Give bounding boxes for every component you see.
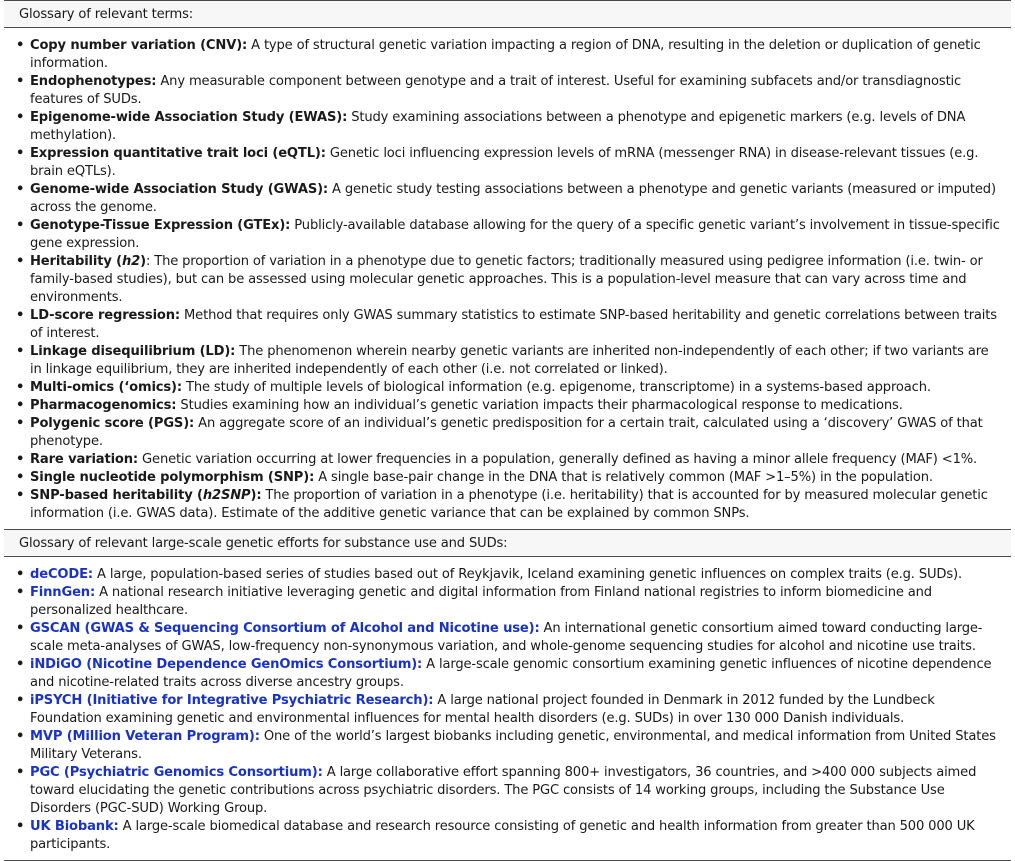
term-symbol: h2SNP (202, 488, 251, 503)
term-term: Linkage disequilibrium (LD): (30, 344, 236, 359)
term-item (4, 415, 1011, 451)
effort-definition: A large national project founded in Denmark in 2012 funded by the Lundbeck Foundation examining genetic and environmental influences for mental health disorders (e.g. SUDs) in over 130 000 Danish individuals. (30, 693, 935, 726)
bullet-icon: • (16, 254, 25, 269)
effort-item (4, 764, 1011, 818)
effort-term[interactable]: GSCAN (GWAS & Sequencing Consortium of Alcohol and Nicotine use): (30, 621, 540, 636)
glossary-page (4, 0, 1011, 857)
effort-term[interactable]: FinnGen: (30, 585, 96, 600)
term-item (4, 253, 1011, 307)
term-definition: An aggregate score of an individual’s genetic predisposition for a certain trait, calculated using a ‘discovery’ GWAS of that phenotype. (30, 416, 983, 449)
term-definition: Method that requires only GWAS summary statistics to estimate SNP-based heritability and genetic correlations between traits of interest. (30, 308, 997, 341)
term-item (4, 217, 1011, 253)
term-item (4, 379, 1011, 397)
bullet-icon: • (16, 585, 25, 600)
term-definition: Publicly-available database allowing for the query of a specific genetic variant’s involvement in tissue-specific gene expression. (30, 218, 1000, 251)
effort-term[interactable]: PGC (Psychiatric Genomics Consortium): (30, 765, 323, 780)
term-definition: Any measurable component between genotype and a trait of interest. Useful for examining subfacets and/or transdiagnostic features of SUDs. (30, 74, 962, 107)
term-suffix: ) (140, 254, 146, 269)
bullet-icon: • (16, 110, 25, 125)
bullet-icon: • (16, 38, 25, 53)
term-term: Endophenotypes: (30, 74, 157, 89)
terms-list (4, 28, 1011, 529)
term-item (4, 343, 1011, 379)
term-term: Genotype-Tissue Expression (GTEx): (30, 218, 291, 233)
term-definition: Genetic loci influencing expression levels of mRNA (messenger RNA) in disease-relevant tissues (e.g. brain eQTLs). (30, 146, 979, 179)
term-term: Epigenome-wide Association Study (EWAS): (30, 110, 348, 125)
term-term: Multi-omics (‘omics): (30, 380, 182, 395)
term-item (4, 487, 1011, 523)
term-suffix: ): (250, 488, 262, 503)
term-item (4, 397, 1011, 415)
term-item (4, 181, 1011, 217)
effort-item (4, 566, 1011, 584)
effort-definition: A large-scale genomic consortium examining genetic influences of nicotine dependence and nicotine-related traits across diverse ancestry groups. (30, 657, 992, 690)
effort-definition: A large, population-based series of studies based out of Reykjavik, Iceland examining genetic influences on complex traits (e.g. SUDs). (93, 567, 962, 582)
effort-definition: One of the world’s largest biobanks including genetic, environmental, and medical information from United States Military Veterans. (30, 729, 996, 762)
bullet-icon: • (16, 819, 25, 834)
term-item (4, 451, 1011, 469)
bullet-icon: • (16, 74, 25, 89)
term-term (30, 254, 146, 269)
terms-header: Glossary of relevant terms: (4, 0, 1011, 28)
term-term: Rare variation: (30, 452, 139, 467)
effort-definition: A large collaborative effort spanning 800+ investigators, 36 countries, and >400 000 subjects aimed toward elucidating the genetic contributions across psychiatric disorders. The PGC consists of 14 working groups, including the Substance Use Disorders (PGC-SUD) Working Group. (30, 765, 977, 816)
bullet-icon: • (16, 308, 25, 323)
bullet-icon: • (16, 621, 25, 636)
term-item (4, 109, 1011, 145)
bullet-icon: • (16, 765, 25, 780)
effort-item (4, 584, 1011, 620)
effort-item (4, 818, 1011, 854)
term-term (30, 488, 261, 503)
bullet-icon: • (16, 398, 25, 413)
effort-term[interactable]: MVP (Million Veteran Program): (30, 729, 260, 744)
term-term: Pharmacogenomics: (30, 398, 177, 413)
term-definition: The study of multiple levels of biological information (e.g. epigenome, transcriptome) in a systems-based approach. (181, 380, 931, 395)
term-term: Polygenic score (PGS): (30, 416, 195, 431)
effort-item (4, 656, 1011, 692)
effort-definition: A large-scale biomedical database and research resource consisting of genetic and health information from greater than 500 000 UK participants. (30, 819, 975, 852)
term-definition: Genetic variation occurring at lower frequencies in a population, generally defined as having a minor allele frequency (MAF) <1%. (138, 452, 978, 467)
effort-term[interactable]: UK Biobank: (30, 819, 119, 834)
effort-term[interactable]: deCODE: (30, 567, 93, 582)
term-definition: A single base-pair change in the DNA that is relatively common (MAF >1–5%) in the population. (314, 470, 933, 485)
term-prefix: Heritability ( (30, 254, 122, 269)
bullet-icon: • (16, 146, 25, 161)
term-definition: : The proportion of variation in a phenotype due to genetic factors; traditionally measured using pedigree information (i.e. twin- or family-based studies), but can be assessed using molecular genetic approaches. This is a population-level measure that can vary across time and environments. (30, 254, 983, 305)
efforts-list (4, 557, 1011, 860)
term-item (4, 73, 1011, 109)
effort-definition: A national research initiative leveraging genetic and digital information from Finland national registries to inform biomedicine and personalized healthcare. (30, 585, 932, 618)
term-item (4, 469, 1011, 487)
term-item (4, 37, 1011, 73)
effort-term[interactable]: iPSYCH (Initiative for Integrative Psychiatric Research): (30, 693, 434, 708)
term-term: Expression quantitative trait loci (eQTL): (30, 146, 326, 161)
bullet-icon: • (16, 344, 25, 359)
term-item (4, 307, 1011, 343)
bullet-icon: • (16, 416, 25, 431)
term-definition: A genetic study testing associations between a phenotype and genetic variants (measured or imputed) across the genome. (30, 182, 996, 215)
effort-item (4, 692, 1011, 728)
bullet-icon: • (16, 182, 25, 197)
term-definition: Study examining associations between a phenotype and epigenetic markers (e.g. levels of DNA methylation). (30, 110, 966, 143)
bullet-icon: • (16, 488, 25, 503)
term-term: LD-score regression: (30, 308, 181, 323)
term-term: Copy number variation (CNV): (30, 38, 248, 53)
bullet-icon: • (16, 657, 25, 672)
bullet-icon: • (16, 567, 25, 582)
term-item (4, 145, 1011, 181)
effort-definition: An international genetic consortium aimed toward conducting large-scale meta-analyses of GWAS, low-frequency non-synonymous variation, and whole-genome sequencing studies for alcohol and nicotine use traits. (30, 621, 983, 654)
term-term: Genome-wide Association Study (GWAS): (30, 182, 329, 197)
term-term: Single nucleotide polymorphism (SNP): (30, 470, 315, 485)
bullet-icon: • (16, 218, 25, 233)
effort-term[interactable]: iNDiGO (Nicotine Dependence GenOmics Consortium): (30, 657, 423, 672)
term-definition: The proportion of variation in a phenotype (i.e. heritability) that is accounted for by measured molecular genetic information (i.e. GWAS data). Estimate of the additive genetic variance that can be explained by common SNPs. (30, 488, 988, 521)
term-definition: Studies examining how an individual’s genetic variation impacts their pharmacological response to medications. (176, 398, 903, 413)
bullet-icon: • (16, 380, 25, 395)
term-definition: The phenomenon wherein nearby genetic variants are inherited non-independently of each other; if two variants are in linkage equilibrium, they are inherited independently of each other (i.e. not correlated or linked). (30, 344, 989, 377)
effort-item (4, 620, 1011, 656)
term-symbol: h2 (121, 254, 141, 269)
bullet-icon: • (16, 452, 25, 467)
term-definition: A type of structural genetic variation impacting a region of DNA, resulting in the deletion or duplication of genetic information. (30, 38, 981, 71)
bullet-icon: • (16, 470, 25, 485)
bullet-icon: • (16, 729, 25, 744)
bullet-icon: • (16, 693, 25, 708)
efforts-header: Glossary of relevant large-scale genetic efforts for substance use and SUDs: (4, 529, 1011, 557)
effort-item (4, 728, 1011, 764)
term-prefix: SNP-based heritability ( (30, 488, 203, 503)
